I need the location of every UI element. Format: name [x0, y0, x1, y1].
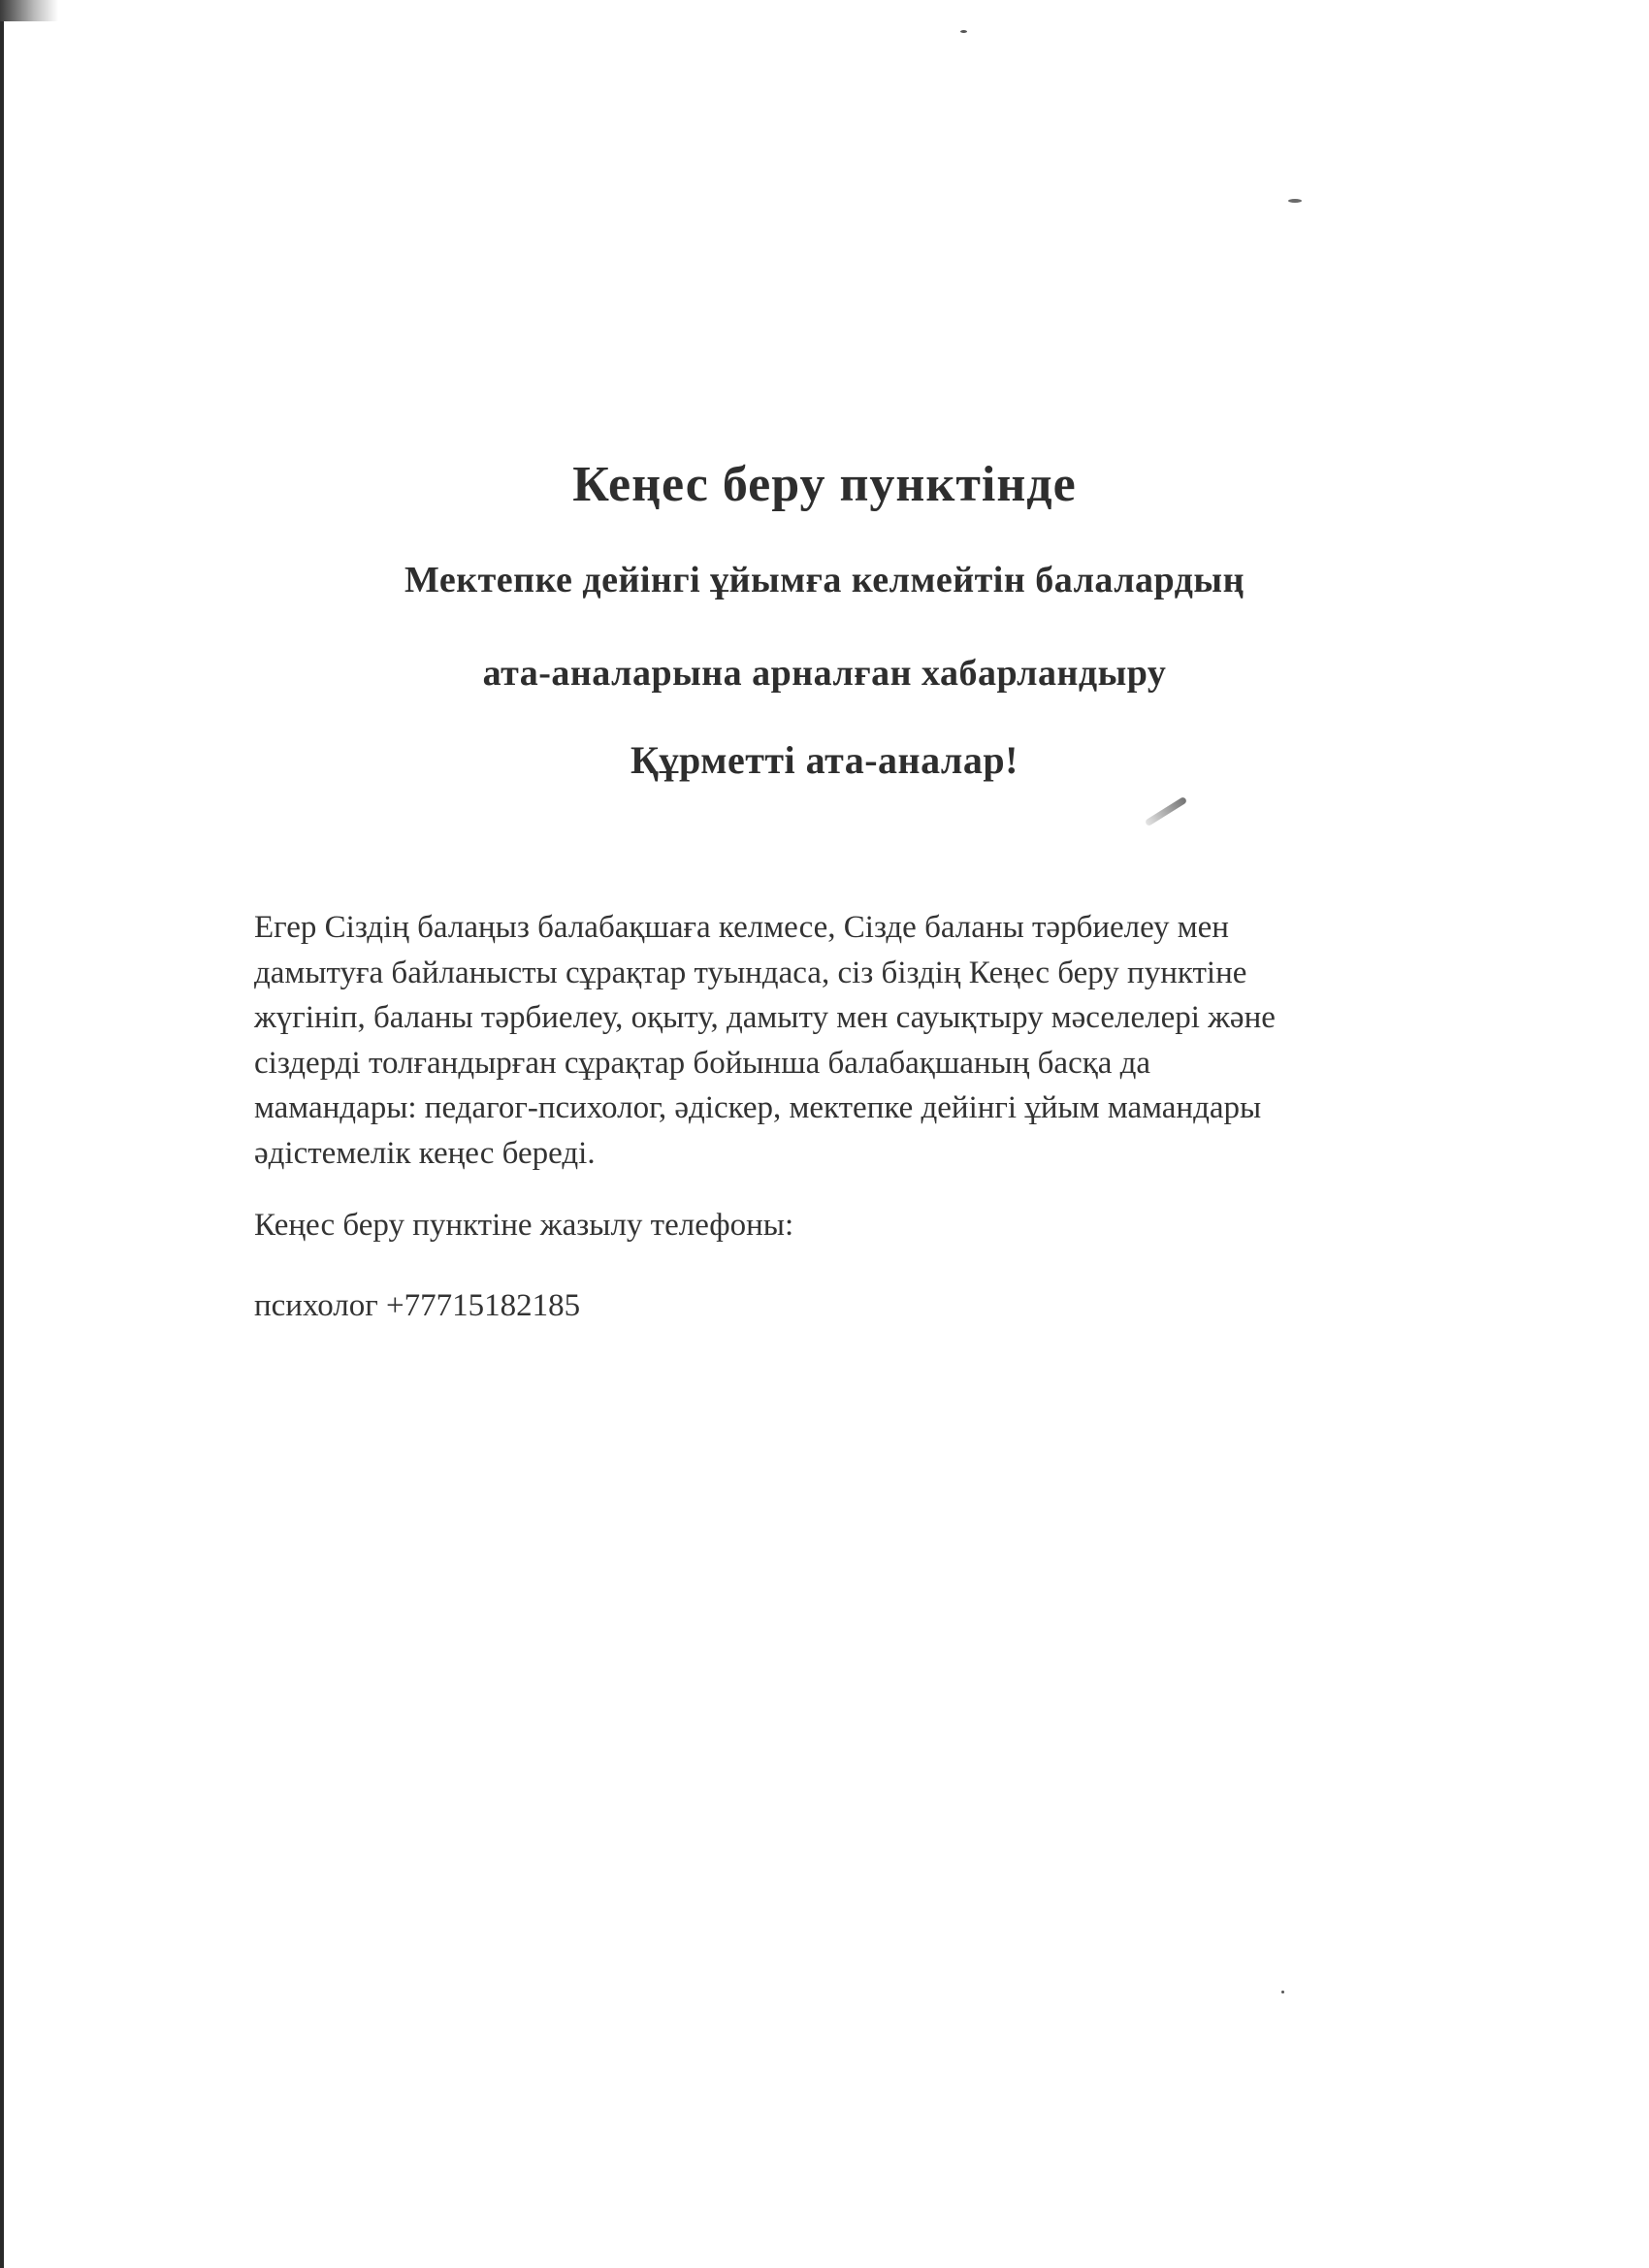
contact-phone: психолог +77715182185: [254, 1288, 581, 1323]
paragraph-line: Егер Сіздің балаңыз балабақшаға келмесе, Сізде баланы тәрбиелеу мен: [254, 910, 1229, 945]
scan-speck: [1281, 1991, 1284, 1993]
subtitle-line-2: ата-аналарына арналған хабарландыру: [482, 653, 1167, 694]
paragraph-line: әдістемелік кеңес береді.: [254, 1135, 596, 1171]
scan-edge-corner: [0, 0, 58, 21]
paragraph-line: мамандары: педагог-психолог, әдіскер, мектепке дейінгі ұйым мамандары: [254, 1090, 1262, 1125]
scan-speck: [960, 30, 967, 33]
subtitle-line-1: Мектепке дейінгі ұйымға келмейтін балалардың: [404, 560, 1245, 600]
paragraph-line: жүгініп, баланы тәрбиелеу, оқыту, дамыту мен сауықтыру мәселелері және: [254, 1000, 1276, 1035]
document-title: Кеңес беру пунктінде: [572, 457, 1077, 512]
main-paragraph: [254, 905, 1515, 1176]
pen-mark: [1145, 796, 1187, 826]
paragraph-line: сіздерді толғандырған сұрақтар бойынша балабақшаның басқа да: [254, 1045, 1151, 1081]
scan-speck: [1288, 199, 1302, 203]
signup-label: Кеңес беру пунктіне жазылу телефоны:: [254, 1208, 794, 1243]
paragraph-line: дамытуға байланысты сұрақтар туындаса, сіз біздің Кеңес беру пунктіне: [254, 955, 1247, 990]
scan-edge: [0, 0, 4, 2268]
greeting: Құрметті ата-аналар!: [630, 738, 1018, 782]
